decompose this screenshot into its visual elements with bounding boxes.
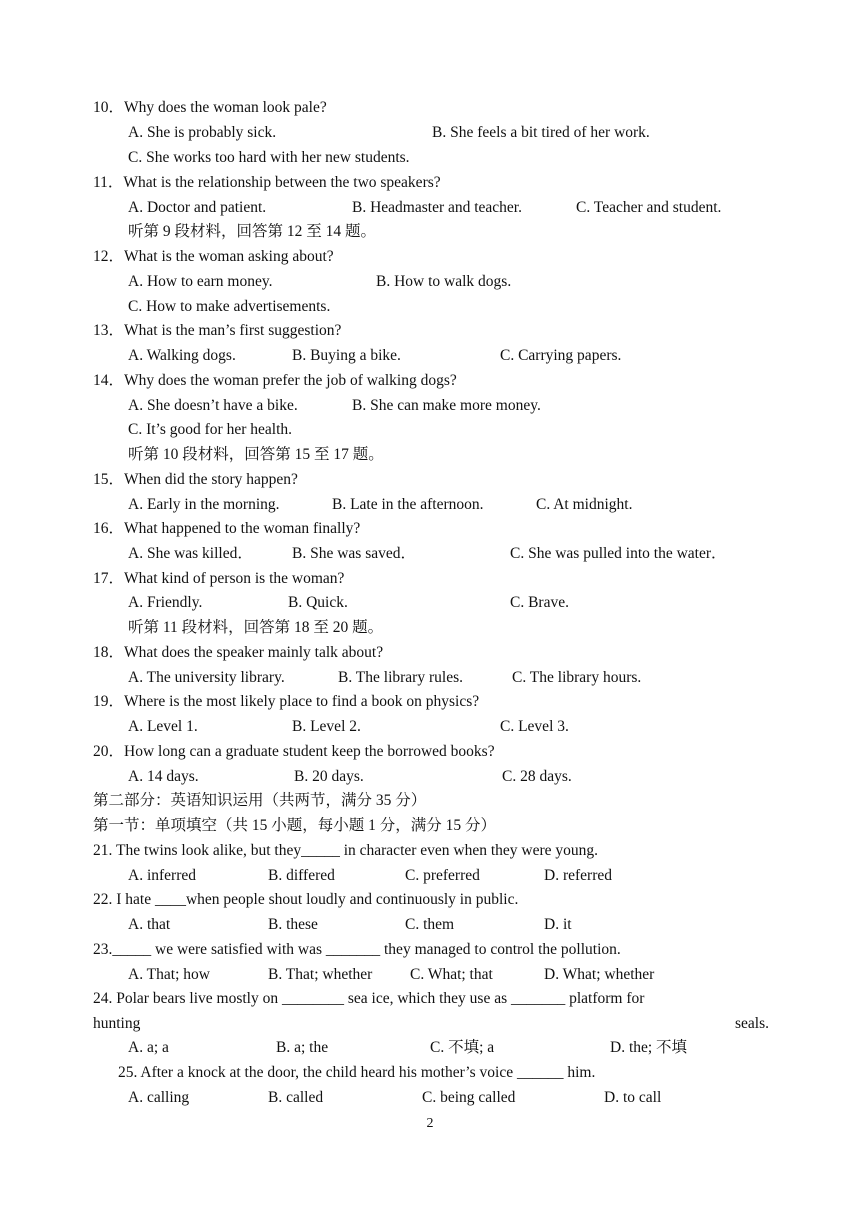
text-line: 听第 11 段材料，回答第 18 至 20 题。: [128, 619, 384, 636]
text-line: D. What; whether: [544, 966, 655, 983]
text-line: C. Level 3.: [500, 718, 569, 735]
text-line: B. differed: [268, 867, 335, 884]
text-line: B. That; whether: [268, 966, 373, 983]
text-line: C. being called: [422, 1089, 516, 1106]
text-line: A. She was killed．: [128, 545, 253, 562]
text-line: C. Teacher and student.: [576, 199, 722, 216]
text-line: A. a; a: [128, 1039, 169, 1056]
text-line: 19．Where is the most likely place to find a book on physics?: [93, 693, 480, 710]
text-line: C. 28 days.: [502, 768, 572, 785]
text-line: 16．What happened to the woman finally?: [93, 520, 361, 537]
text-line: C. What; that: [410, 966, 493, 983]
text-line: 听第 10 段材料，回答第 15 至 17 题。: [128, 446, 384, 463]
text-line: 第一节：单项填空（共 15 小题，每小题 1 分，满分 15 分）: [93, 817, 497, 834]
text-line: A. 14 days.: [128, 768, 199, 785]
text-line: C. How to make advertisements.: [128, 298, 331, 315]
text-line: 22. I hate ____when people shout loudly and continuously in public.: [93, 891, 519, 908]
text-line: A. Doctor and patient.: [128, 199, 267, 216]
text-line: A. That; how: [128, 966, 210, 983]
text-line: A. She is probably sick.: [128, 124, 277, 141]
text-line: B. How to walk dogs.: [376, 273, 512, 290]
text-line: B. called: [268, 1089, 324, 1106]
text-line: C. preferred: [405, 867, 480, 884]
text-line: B. She was saved．: [292, 545, 416, 562]
text-line: D. to call: [604, 1089, 662, 1106]
text-line: B. Buying a bike.: [292, 347, 401, 364]
text-line: 25. After a knock at the door, the child heard his mother’s voice ______ him.: [118, 1064, 596, 1081]
text-line: C. The library hours.: [512, 669, 642, 686]
text-line: C. Carrying papers.: [500, 347, 622, 364]
page-number: 2: [426, 1116, 434, 1131]
text-line: B. these: [268, 916, 318, 933]
text-line: A. calling: [128, 1089, 190, 1106]
text-line: C. them: [405, 916, 455, 933]
text-line: D. it: [544, 916, 572, 933]
text-line: B. She feels a bit tired of her work.: [432, 124, 650, 141]
text-line: 20．How long can a graduate student keep the borrowed books?: [93, 743, 495, 760]
text-line: B. 20 days.: [294, 768, 364, 785]
text-line: B. She can make more money.: [352, 397, 541, 414]
text-line: A. The university library.: [128, 669, 285, 686]
text-line: 14．Why does the woman prefer the job of walking dogs?: [93, 372, 457, 389]
text-line: B. Headmaster and teacher.: [352, 199, 522, 216]
text-line: 听第 9 段材料，回答第 12 至 14 题。: [128, 223, 377, 240]
text-line: C. 不填; a: [430, 1039, 495, 1056]
text-line: B. Quick.: [288, 594, 348, 611]
text-line: B. Level 2.: [292, 718, 361, 735]
text-line: B. Late in the afternoon.: [332, 496, 484, 513]
text-line: C. She works too hard with her new students.: [128, 149, 410, 166]
text-line: 11．What is the relationship between the two speakers?: [93, 174, 441, 191]
text-line: A. inferred: [128, 867, 196, 884]
text-line: A. Walking dogs.: [128, 347, 236, 364]
text-line: 15．When did the story happen?: [93, 471, 298, 488]
text-line: 17．What kind of person is the woman?: [93, 570, 345, 587]
text-line: 21. The twins look alike, but they_____ in character even when they were young.: [93, 842, 599, 859]
text-line: 18．What does the speaker mainly talk about?: [93, 644, 384, 661]
text-line: B. a; the: [276, 1039, 329, 1056]
text-line: hunting seals.: [93, 1015, 769, 1032]
text-line: A. Level 1.: [128, 718, 198, 735]
text-line: A. How to earn money.: [128, 273, 273, 290]
text-line: C. She was pulled into the water．: [510, 545, 727, 562]
text-line: C. It’s good for her health.: [128, 421, 293, 438]
text-line: D. the; 不填: [610, 1039, 688, 1056]
text-line: 10．Why does the woman look pale?: [93, 99, 327, 116]
text-line: 第二部分：英语知识运用（共两节，满分 35 分）: [93, 792, 427, 809]
text-line: A. She doesn’t have a bike.: [128, 397, 298, 414]
text-line: A. Early in the morning.: [128, 496, 280, 513]
text-line: 13．What is the man’s first suggestion?: [93, 322, 342, 339]
text-line: 24. Polar bears live mostly on ________ sea ice, which they use as _______ platform for: [93, 990, 645, 1007]
text-line: A. that: [128, 916, 171, 933]
text-line: B. The library rules.: [338, 669, 463, 686]
text-line: 12．What is the woman asking about?: [93, 248, 334, 265]
text-line: 23._____ we were satisfied with was _______ they managed to control the pollution.: [93, 941, 621, 958]
text-line: D. referred: [544, 867, 612, 884]
text-line: C. Brave.: [510, 594, 569, 611]
text-line: A. Friendly.: [128, 594, 203, 611]
text-line: C. At midnight.: [536, 496, 633, 513]
